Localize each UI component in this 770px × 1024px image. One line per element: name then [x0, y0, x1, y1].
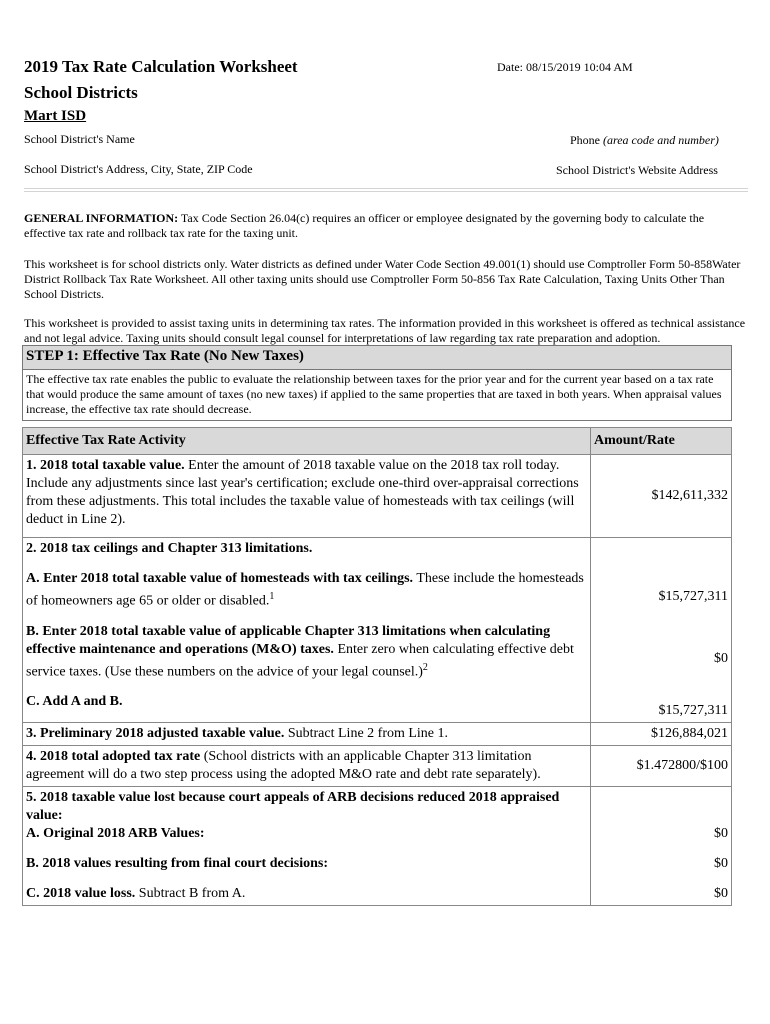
line1-amount: $142,611,332 — [591, 455, 732, 538]
general-info-paragraph — [24, 211, 746, 241]
table-row — [23, 723, 732, 746]
line5c-title: C. 2018 value loss. — [26, 886, 136, 901]
line2a-title: A. Enter 2018 total taxable value of homesteads with tax ceilings. — [26, 571, 414, 586]
line2a-text: These include the homesteads of homeowners age 65 or older or disabled. — [26, 571, 584, 609]
line3-title: 3. Preliminary 2018 adjusted taxable value. — [26, 726, 285, 741]
line5-cell — [23, 787, 591, 906]
footnote-1: 1 — [269, 591, 275, 602]
phone-hint: (area code and number) — [603, 133, 719, 147]
table-row — [23, 538, 732, 723]
line3-cell — [23, 723, 591, 746]
line2c-amount: $15,727,311 — [658, 703, 728, 718]
line2c: C. Add A and B. — [26, 694, 123, 710]
date-stamp: Date: 08/15/2019 10:04 AM — [497, 60, 633, 74]
line3-amount: $126,884,021 — [591, 723, 732, 746]
col-amount-header: Amount/Rate — [591, 428, 732, 455]
line2b-amount: $0 — [714, 651, 728, 666]
line2b-text: Enter zero when calculating effective debt service taxes. (Use these numbers on the advice of your legal counsel.) — [26, 641, 574, 680]
line2-amounts — [591, 538, 732, 723]
website-label: School District's Website Address — [556, 163, 718, 177]
line5c — [26, 885, 587, 903]
phone-label-text: Phone — [570, 133, 600, 147]
line5c-text: Subtract B from A. — [138, 886, 246, 901]
line4-amount: $1.472800/$100 — [591, 746, 732, 787]
address-label: School District's Address, City, State, ZIP Code — [24, 162, 253, 176]
phone-label — [570, 133, 719, 148]
disclaimer-paragraph: This worksheet is provided to assist taxing units in determining tax rates. The information provided in this worksheet is offered as technical assistance and not legal advice. Taxing units should consult legal counsel for interpretations of law regarding tax rate preparation and adoption. — [24, 316, 746, 345]
footnote-2: 2 — [422, 661, 428, 673]
line5a-amount: $0 — [714, 826, 728, 841]
line2-title: 2. 2018 tax ceilings and Chapter 313 limitations. — [26, 541, 313, 556]
effective-tax-rate-table — [22, 427, 732, 906]
section-divider — [24, 188, 748, 192]
general-info-lead: GENERAL INFORMATION: — [24, 211, 179, 225]
district-name: Mart ISD — [24, 108, 87, 124]
line1-cell — [23, 455, 591, 538]
page-title: 2019 Tax Rate Calculation Worksheet — [24, 57, 298, 76]
table-header-row — [23, 428, 732, 455]
table-row — [23, 787, 732, 906]
line5b: B. 2018 values resulting from final court decisions: — [26, 856, 329, 871]
line4-cell — [23, 746, 591, 787]
line5b-amount: $0 — [714, 856, 728, 871]
line5c-amount: $0 — [714, 886, 728, 901]
line2b-title: B. Enter 2018 total taxable value of applicable Chapter 313 limitations when calculating effective maintenance and operations (M&O) taxes. — [26, 623, 551, 657]
col-activity-header: Effective Tax Rate Activity — [23, 428, 591, 455]
water-district-paragraph: This worksheet is for school districts only. Water districts as defined under Water Code Section 49.001(1) should use Comptroller Form 50-858Water District Rollback Tax Rate Worksheet. All other taxing units should use Comptroller Form 50-856 Tax Rate Calculation, Taxing Units Other Than School Districts. — [24, 257, 741, 301]
line1-title: 1. 2018 total taxable value. — [26, 458, 185, 473]
line5-amounts — [591, 787, 732, 906]
line2b — [26, 623, 587, 682]
general-info-text: Tax Code Section 26.04(c) requires an officer or employee designated by the governing body to calculate the effective tax rate and rollback tax rate for the taxing unit. — [24, 211, 705, 240]
line2a-amount: $15,727,311 — [658, 589, 728, 604]
table-row — [23, 455, 732, 538]
line5a: A. Original 2018 ARB Values: — [26, 826, 205, 841]
line5-title: 5. 2018 taxable value lost because court appeals of ARB decisions reduced 2018 appraised value: — [26, 790, 560, 823]
line3-text: Subtract Line 2 from Line 1. — [287, 726, 449, 741]
line4-title: 4. 2018 total adopted tax rate — [26, 749, 201, 764]
step1-box — [22, 345, 732, 421]
step1-heading: STEP 1: Effective Tax Rate (No New Taxes) — [23, 346, 731, 370]
step1-description: The effective tax rate enables the public to evaluate the relationship between taxes for the prior year and for the current year based on a tax rate that would produce the same amount of taxes (no new taxes) if applied to the same properties that are taxed in both years. When appraisal values increase, the effective tax rate should decrease. — [26, 372, 722, 416]
page-subtitle: School Districts — [24, 83, 138, 102]
line4-text: (School districts with an applicable Chapter 313 limitation agreement will do a two step process using the adopted M&O rate and debt rate separately). — [26, 749, 541, 782]
line2a — [26, 570, 587, 611]
district-name-label: School District's Name — [24, 132, 135, 146]
line1-text: Enter the amount of 2018 taxable value on the 2018 tax roll today. Include any adjustments since last year's certification; exclude one-third over-appraisal corrections from these adjustments. This total includes the taxable value of homesteads with tax ceilings (will deduct in Line 2). — [26, 458, 579, 527]
table-row — [23, 746, 732, 787]
line2-cell — [23, 538, 591, 723]
